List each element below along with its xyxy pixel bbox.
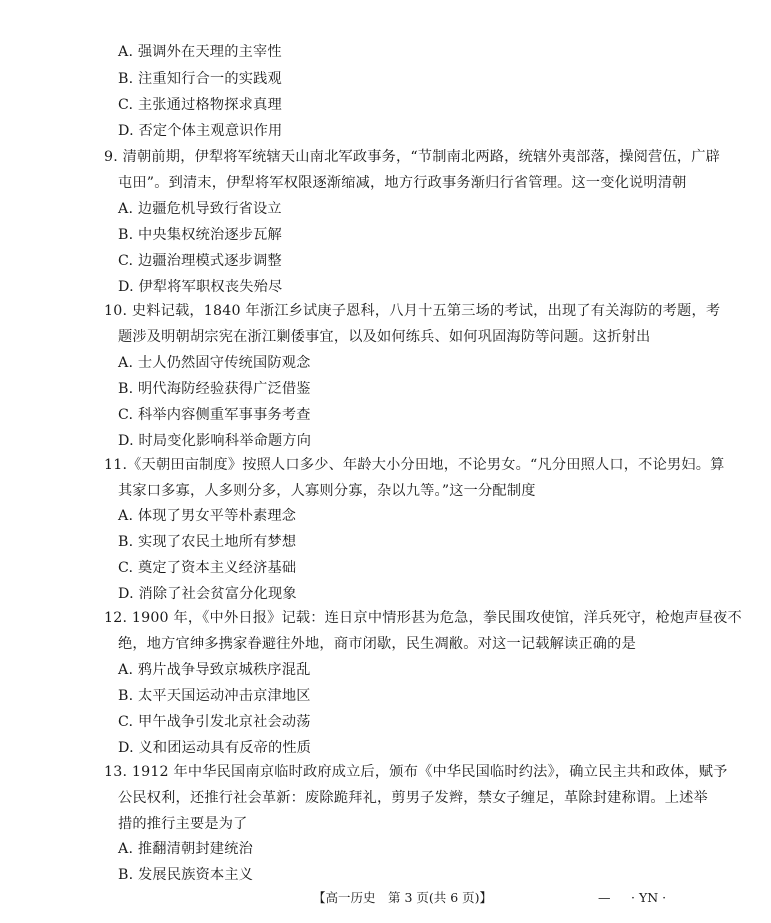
q12-option-c: C. 甲午战争引发北京社会动荡	[118, 714, 311, 730]
q11-option-b: B. 实现了农民土地所有梦想	[118, 534, 297, 550]
q12-option-a: A. 鸦片战争导致京城秩序混乱	[118, 662, 311, 678]
q9-stem-line-2: 屯田”。到清末，伊犁将军权限逐渐缩减，地方行政事务渐归行省管理。这一变化说明清朝	[118, 175, 687, 191]
q10-option-b: B. 明代海防经验获得广泛借鉴	[118, 381, 311, 397]
q8-option-a: A. 强调外在天理的主宰性	[118, 44, 282, 60]
page-footer	[0, 889, 771, 909]
q12-option-d: D. 义和团运动具有反帝的性质	[118, 740, 312, 756]
q12-stem-line-1: 12. 1900 年，《中外日报》记载：连日京中情形甚为危急，拳民围攻使馆，洋兵死守，枪炮声昼夜不	[104, 610, 742, 626]
q11-stem-line-1: 11.《天朝田亩制度》按照人口多少、年龄大小分田地，不论男女。“凡分田照人口，不论男妇。算	[104, 457, 725, 473]
q11-option-a: A. 体现了男女平等朴素理念	[118, 508, 297, 524]
footer-dash: —	[598, 890, 611, 905]
q9-option-b: B. 中央集权统治逐步瓦解	[118, 227, 282, 243]
q10-stem-line-1: 10. 史料记载，1840 年浙江乡试庚子恩科，八月十五第三场的考试，出现了有关海防的考题，考	[104, 303, 721, 319]
q10-option-a: A. 士人仍然固守传统国防观念	[118, 355, 311, 371]
q13-stem-line-2: 公民权利，还推行社会革新：废除跪拜礼，剪男子发辫，禁女子缠足，革除封建称谓。上述举	[118, 790, 708, 806]
q11-option-d: D. 消除了社会贫富分化现象	[118, 586, 297, 602]
q12-stem-line-2: 绝，地方官绅多携家眷避往外地，商市闭歇，民生凋敝。对这一记载解读正确的是	[118, 636, 636, 652]
footer-page-label: 【高一历史 第 3 页(共 6 页)】	[313, 890, 493, 905]
q10-option-d: D. 时局变化影响科举命题方向	[118, 433, 312, 449]
q10-stem-line-2: 题涉及明朝胡宗宪在浙江剿倭事宜，以及如何练兵、如何巩固海防等问题。这折射出	[118, 329, 651, 345]
q8-option-b: B. 注重知行合一的实践观	[118, 71, 282, 87]
q9-stem-line-1: 9. 清朝前期，伊犁将军统辖天山南北军政事务，“节制南北两路，统辖外夷部落，操阅营伍，广辟	[104, 149, 720, 165]
q9-option-d: D. 伊犁将军职权丧失殆尽	[118, 279, 283, 295]
q9-option-a: A. 边疆危机导致行省设立	[118, 201, 282, 217]
footer-code: · YN ·	[631, 890, 667, 905]
q11-option-c: C. 奠定了资本主义经济基础	[118, 560, 297, 576]
q12-option-b: B. 太平天国运动冲击京津地区	[118, 688, 311, 704]
q9-option-c: C. 边疆治理模式逐步调整	[118, 253, 282, 269]
q13-stem-line-1: 13. 1912 年中华民国南京临时政府成立后，颁布《中华民国临时约法》，确立民主共和政体，赋予	[104, 764, 728, 780]
q11-stem-line-2: 其家口多寡，人多则分多，人寡则分寡，杂以九等。”这一分配制度	[118, 483, 536, 499]
q13-option-b: B. 发展民族资本主义	[118, 867, 254, 883]
q8-option-d: D. 否定个体主观意识作用	[118, 123, 283, 139]
q8-option-c: C. 主张通过格物探求真理	[118, 97, 282, 113]
q13-stem-line-3: 措的推行主要是为了	[118, 816, 248, 832]
q13-option-a: A. 推翻清朝封建统治	[118, 841, 253, 857]
q10-option-c: C. 科举内容侧重军事事务考查	[118, 407, 311, 423]
